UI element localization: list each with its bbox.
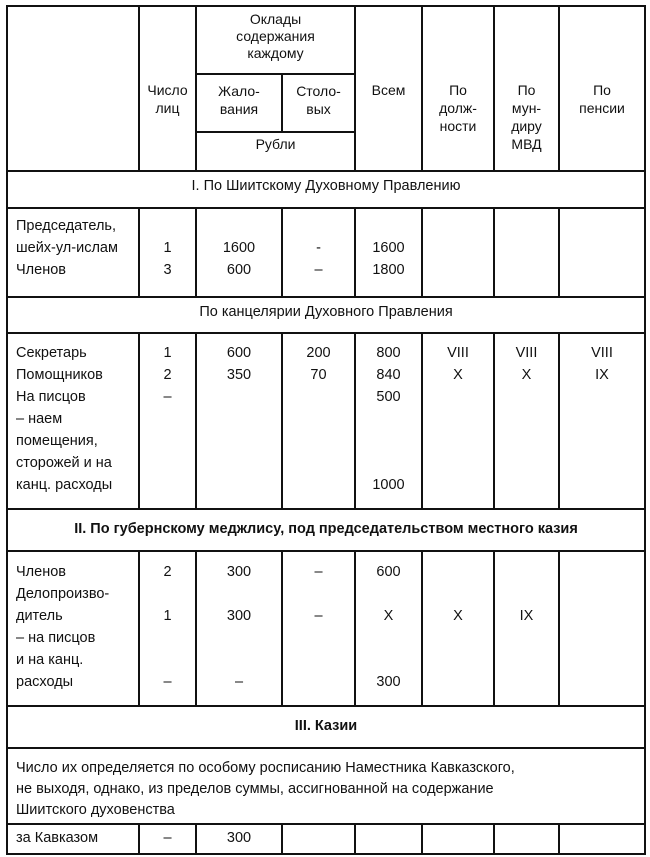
section-title: II. По губернскому меджлису, под председательством местного казия xyxy=(74,521,578,537)
section-title: I. По Шиитскому Духовному Правлению xyxy=(191,178,461,194)
col-divider xyxy=(421,823,423,853)
header-rank-position: По долж- ности xyxy=(439,82,477,134)
col-divider xyxy=(558,207,560,296)
row-divider xyxy=(8,207,644,209)
col-divider xyxy=(493,823,495,853)
last-row-name: за Кавказом xyxy=(16,830,99,846)
total-cell: 1600 1800 xyxy=(372,240,405,278)
header-table-money: Столо- вых xyxy=(296,83,341,117)
row-names: Секретарь Помощников На писцов – наем помещения, сторожей и на канц. расходы xyxy=(16,345,113,493)
col-divider xyxy=(558,550,560,705)
salary-cell: 600 350 xyxy=(226,345,252,383)
col-divider xyxy=(558,823,560,853)
rank-position-cell: VIII X xyxy=(447,345,469,383)
section-title: III. Казии xyxy=(294,718,358,734)
count-cell: 1 2 – xyxy=(163,345,172,405)
header-count: Число лиц xyxy=(147,82,188,116)
rank-position-cell: Х xyxy=(453,608,463,624)
header-currency: Рубли xyxy=(255,136,296,152)
count-cell: 2 1 – xyxy=(163,564,172,690)
header-salary-group: Оклады содержания каждому xyxy=(236,11,315,61)
salary-cell: 1600 600 xyxy=(222,240,256,278)
kazii-note: Число их определяется по особому росписанию Наместника Кавказского, не выходя, однако, из пределов суммы, ассигнованной на содержание Шиитского духовенства xyxy=(16,760,515,818)
row-divider xyxy=(195,131,356,133)
col-divider xyxy=(281,823,283,853)
table-money-cell: 200 70 xyxy=(306,345,331,383)
row-names: Членов Делопроизво- дитель – на писцов и на канц. расходы xyxy=(16,564,110,690)
row-divider xyxy=(8,823,644,825)
total-cell: 600 Х 300 xyxy=(376,564,401,690)
rank-uniform-cell: IX xyxy=(519,608,534,624)
last-row-count: – xyxy=(163,830,172,846)
rank-uniform-cell: VIII X xyxy=(515,345,538,383)
section-title: По канцелярии Духовного Правления xyxy=(199,304,453,320)
row-divider xyxy=(8,705,644,707)
row-divider xyxy=(8,332,644,334)
rank-pension-cell: VIII IX xyxy=(591,345,613,383)
last-row-salary: 300 xyxy=(226,830,252,846)
row-divider xyxy=(8,508,644,510)
row-names: Председатель, шейх-ул-ислам Членов xyxy=(16,218,118,278)
row-divider xyxy=(195,73,356,75)
total-cell: 800 840 500 xyxy=(376,345,401,405)
row-divider xyxy=(8,170,644,172)
header-salary: Жало- вания xyxy=(218,83,260,117)
header-total: Всем xyxy=(371,82,406,98)
salary-cell: 300 300 – xyxy=(226,564,252,690)
header-rank-uniform: По мун- диру МВД xyxy=(511,82,542,152)
table-money-cell: - – xyxy=(314,240,323,278)
table-money-cell: – – xyxy=(314,564,323,624)
total-cell: 1000 xyxy=(372,477,405,493)
col-divider xyxy=(354,823,356,853)
staff-table xyxy=(6,5,646,855)
count-cell: 1 3 xyxy=(163,240,172,278)
row-divider xyxy=(8,747,644,749)
col-divider xyxy=(493,207,495,296)
row-divider xyxy=(8,296,644,298)
row-divider xyxy=(8,550,644,552)
col-divider xyxy=(421,207,423,296)
header-rank-pension: По пенсии xyxy=(579,82,625,116)
col-divider xyxy=(421,550,423,705)
col-divider xyxy=(493,550,495,705)
